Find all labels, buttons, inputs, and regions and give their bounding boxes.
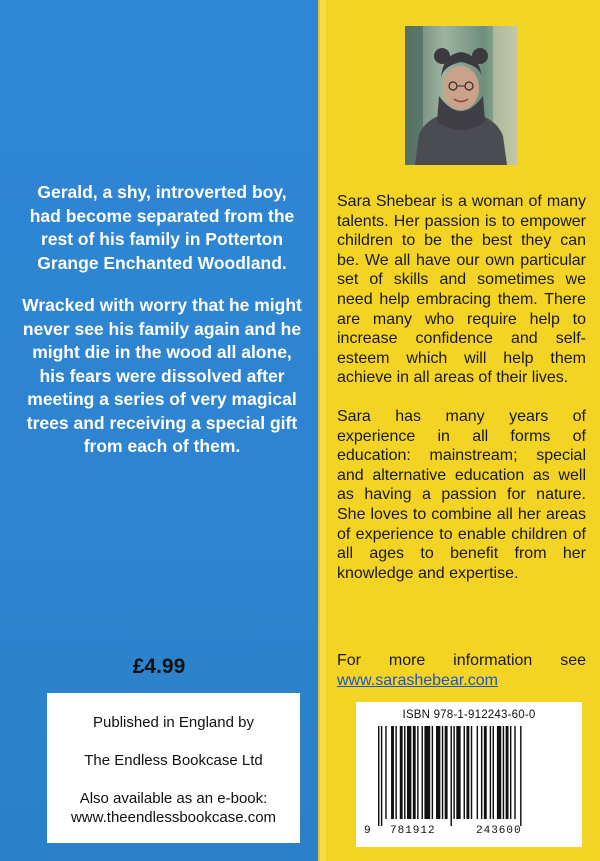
author-bio bbox=[337, 192, 586, 602]
barcode-bar bbox=[484, 726, 487, 819]
barcode-bar bbox=[520, 726, 521, 826]
more-info-word: For bbox=[337, 652, 361, 669]
barcode-bar bbox=[456, 726, 460, 819]
publisher-name: The Endless Bookcase Ltd bbox=[84, 752, 263, 769]
barcode-digit-first: 9 bbox=[364, 825, 372, 837]
ebook-note: Also available as an e-book: bbox=[79, 790, 268, 807]
barcode-bar bbox=[436, 726, 440, 819]
publisher-box bbox=[47, 693, 300, 843]
barcode-bar bbox=[413, 726, 416, 819]
more-info-word: see bbox=[560, 652, 586, 669]
author-portrait-image bbox=[405, 26, 517, 165]
barcode-bar bbox=[471, 726, 472, 819]
barcode-bar bbox=[404, 726, 405, 819]
more-info bbox=[337, 651, 586, 691]
barcode-bar bbox=[481, 726, 482, 819]
barcode-bar bbox=[395, 726, 396, 819]
barcode-bar bbox=[453, 726, 454, 819]
barcode-bar bbox=[417, 726, 418, 819]
book-blurb bbox=[22, 181, 302, 478]
barcode-bar bbox=[464, 726, 465, 819]
barcode-bar bbox=[422, 726, 423, 819]
barcode-bar bbox=[445, 726, 448, 819]
barcode-digits-right: 243600 bbox=[476, 825, 522, 837]
barcode-bar bbox=[493, 726, 494, 819]
blurb-paragraph-2: Wracked with worry that he might never see his family again and he might die in the wood all alone, his fears were dissolved after meeting a series of very magical trees and receiving a special gift from each of them. bbox=[22, 295, 302, 456]
bio-paragraph-2: Sara has many years of experience in all forms of education: mainstream; special and alternative education as well as having a passion for nature. She loves to combine all her areas of experience to enable children of all ages to benefit from her knowledge and expertise. bbox=[337, 407, 586, 582]
barcode-digits-left: 781912 bbox=[390, 825, 436, 837]
barcode-bar bbox=[510, 726, 511, 819]
bio-paragraph-1: Sara Shebear is a woman of many talents. Her passion is to empower children to be the best they can be. We all have our own particular set of skills and sometimes we need help embracing them. There are many who require help to increase confidence and self-esteem which will help them achieve in all areas of their lives. bbox=[337, 193, 586, 387]
barcode-bar bbox=[381, 726, 382, 826]
barcode-bar bbox=[400, 726, 403, 819]
barcode-bar bbox=[490, 726, 491, 819]
barcode-bar bbox=[385, 726, 386, 819]
barcode-bar bbox=[466, 726, 469, 819]
barcode-bar bbox=[378, 726, 379, 826]
barcode-bar bbox=[497, 726, 501, 819]
more-info-word: more bbox=[388, 652, 426, 669]
barcode-bar bbox=[391, 726, 394, 819]
isbn-barcode bbox=[356, 702, 582, 847]
more-info-line bbox=[337, 651, 586, 671]
barcode-bar bbox=[503, 726, 504, 819]
barcode-bar bbox=[442, 726, 443, 819]
publisher-website: www.theendlessbookcase.com bbox=[70, 809, 277, 826]
barcode-bar bbox=[451, 726, 452, 826]
more-info-word: information bbox=[453, 652, 533, 669]
barcode-bar bbox=[432, 726, 433, 819]
price-label: £4.99 bbox=[132, 655, 186, 678]
barcode-bar bbox=[407, 726, 411, 819]
author-website-link[interactable]: www.sarashebear.com bbox=[337, 672, 498, 689]
barcode-bar bbox=[506, 726, 509, 819]
barcode-bar bbox=[477, 726, 478, 819]
isbn-label: ISBN 978-1-912243-60-0 bbox=[402, 709, 536, 721]
back-cover-right-panel bbox=[318, 0, 600, 861]
barcode-bar bbox=[514, 726, 515, 819]
barcode-bars bbox=[378, 726, 568, 826]
blurb-paragraph-1: Gerald, a shy, introverted boy, had become separated from the rest of his family in Potterton Grange Enchanted Woodland. bbox=[29, 182, 295, 273]
publisher-line-1: Published in England by bbox=[93, 714, 254, 731]
author-photo bbox=[405, 26, 517, 165]
barcode-bar bbox=[424, 726, 430, 819]
